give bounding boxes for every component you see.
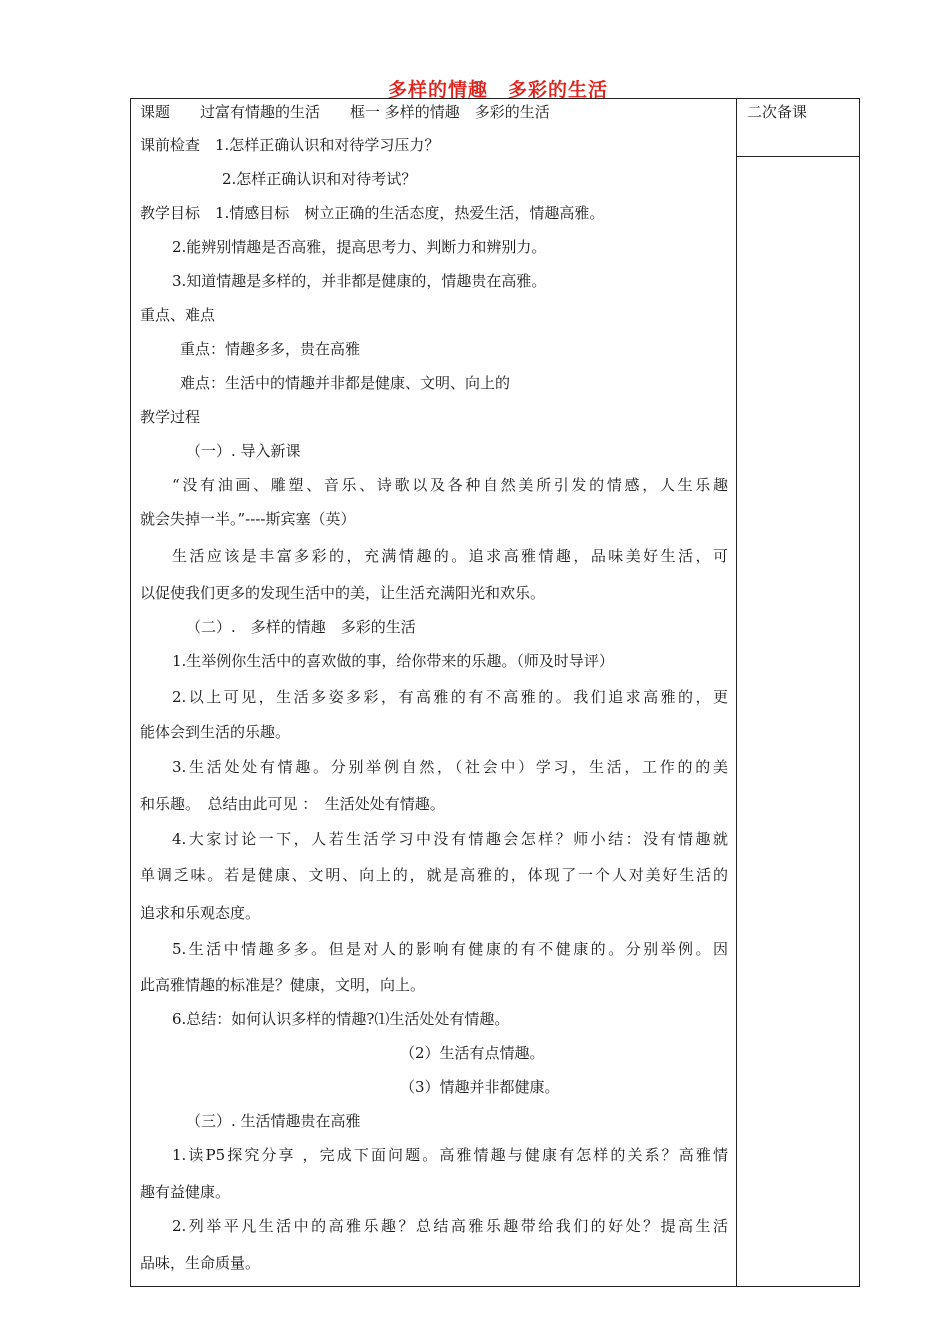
summary-item: （3）情趣并非都健康。	[400, 1078, 560, 1096]
column-divider	[736, 98, 737, 1287]
key-points-heading: 重点、难点	[140, 306, 216, 324]
pre-class-check-item: 2.怎样正确认识和对待考试？	[222, 170, 417, 188]
paragraph-line: 生活应该是丰富多彩的，充满情趣的。追求高雅情趣，品味美好生活，可	[172, 547, 728, 565]
list-item: 3.生活处处有情趣。分别举例自然，（社会中）学习，生活，工作的的美	[172, 758, 728, 776]
paragraph-line: 以促使我们更多的发现生活中的美，让生活充满阳光和欢乐。	[140, 584, 546, 602]
secondary-prep-header: 二次备课	[747, 103, 808, 121]
list-item: 4.大家讨论一下，人若生活学习中没有情趣会怎样？师小结：没有情趣就	[172, 830, 728, 848]
pre-class-check: 课前检查 1.怎样正确认识和对待学习压力？	[140, 136, 440, 154]
section-heading: （二）. 多样的情趣 多彩的生活	[186, 618, 416, 636]
list-item: 5.生活中情趣多多。但是对人的影响有健康的有不健康的。分别举例。因	[172, 940, 728, 958]
teaching-goal-item: 2.能辨别情趣是否高雅，提高思考力、判断力和辨别力。	[172, 238, 547, 256]
paragraph-line: 能体会到生活的乐趣。	[140, 723, 291, 741]
teaching-goals: 教学目标 1.情感目标 树立正确的生活态度，热爱生活，情趣高雅。	[140, 204, 605, 222]
section-heading: （三）. 生活情趣贵在高雅	[186, 1112, 361, 1130]
teaching-goal-item: 3.知道情趣是多样的，并非都是健康的，情趣贵在高雅。	[172, 272, 547, 290]
paragraph-line: 趣有益健康。	[140, 1183, 231, 1201]
paragraph-line: 单调乏味。若是健康、文明、向上的，就是高雅的，体现了一个人对美好生活的	[140, 866, 728, 884]
paragraph-line: 追求和乐观态度。	[140, 904, 261, 922]
key-point: 重点：情趣多多，贵在高雅	[180, 340, 361, 358]
list-item: 1.生举例你生活中的喜欢做的事，给你带来的乐趣。（师及时导评）	[172, 652, 614, 670]
paragraph-line: “没有油画、雕塑、音乐、诗歌以及各种自然美所引发的情感，人生乐趣	[172, 476, 728, 494]
summary-item: （2）生活有点情趣。	[400, 1044, 545, 1062]
list-item: 1.读P5探究分享 ，完成下面问题。高雅情趣与健康有怎样的关系？高雅情	[172, 1146, 728, 1164]
paragraph-line: 和乐趣。 总结由此可见 ： 生活处处有情趣。	[140, 795, 445, 813]
lesson-topic: 课题 过富有情趣的生活 框一 多样的情趣 多彩的生活	[140, 103, 550, 121]
list-item: 2.以上可见，生活多姿多彩，有高雅的有不高雅的。我们追求高雅的，更	[172, 688, 728, 706]
paragraph-line: 就会失掉一半。”----斯宾塞（英）	[140, 510, 356, 528]
side-column-divider	[736, 156, 860, 157]
section-heading: （一）. 导入新课	[186, 442, 301, 460]
paragraph-line: 此高雅情趣的标准是？健康，文明，向上。	[140, 976, 426, 994]
list-item: 2.列举平凡生活中的高雅乐趣？总结高雅乐趣带给我们的好处？提高生活	[172, 1217, 728, 1235]
teaching-process-heading: 教学过程	[140, 408, 201, 426]
difficult-point: 难点：生活中的情趣并非都是健康、文明、向上的	[180, 374, 511, 392]
document-title: 多样的情趣 多彩的生活	[387, 79, 608, 101]
list-item: 6.总结：如何认识多样的情趣?⑴生活处处有情趣。	[172, 1010, 510, 1028]
paragraph-line: 品味，生命质量。	[140, 1254, 261, 1272]
